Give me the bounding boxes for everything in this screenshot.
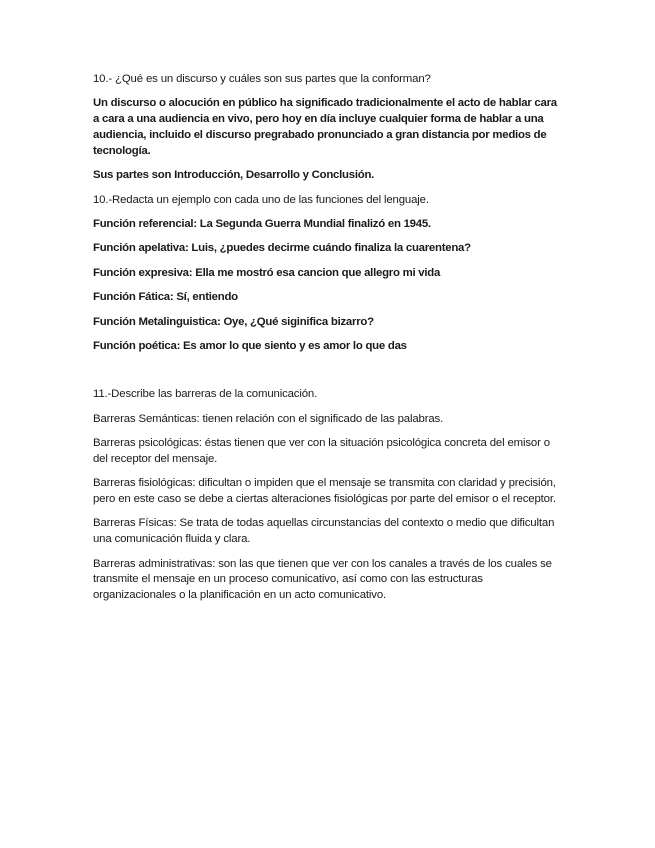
function-poetica: Función poética: Es amor lo que siento y es amor lo que das [93, 339, 407, 352]
function-metalinguistica: Función Metalinguistica: Oye, ¿Qué siginifica bizarro? [93, 315, 374, 328]
function-apelativa: Función apelativa: Luis, ¿puedes decirme cuándo finaliza la cuarentena? [93, 242, 471, 255]
barrier-fisiologicas: Barreras fisiológicas: dificultan o impiden que el mensaje se transmita con claridad y precisión, pero en este caso se debe a ciertas alteraciones fisiológicas por parte del emisor o el receptor. [93, 477, 556, 506]
question-10-answer: Un discurso o alocución en público ha significado tradicionalmente el acto de hablar cara a cara a una audiencia en vivo, pero hoy en día incluye cualquier forma de hablar a una audiencia, incluido el discurso pregrabado pronunciado a gran distancia por medios de tecnología. [93, 97, 557, 157]
question-10-parts: Sus partes son Introducción, Desarrollo y Conclusión. [93, 169, 375, 182]
barrier-psicologicas: Barreras psicológicas: éstas tienen que ver con la situación psicológica concreta del emisor o del receptor del mensaje. [93, 437, 550, 465]
question-10-title: 10.- ¿Qué es un discurso y cuáles son sus partes que la conforman? [93, 73, 431, 85]
function-referencial: Función referencial: La Segunda Guerra Mundial finalizó en 1945. [93, 217, 431, 230]
document-body [93, 72, 563, 613]
section-spacer [93, 363, 563, 387]
function-fatica: Función Fática: Sí, entiendo [93, 291, 238, 304]
question-10b-title: 10.-Redacta un ejemplo con cada uno de las funciones del lenguaje. [93, 193, 429, 206]
barrier-administrativas: Barreras administrativas: son las que tienen que ver con los canales a través de los cuales se transmite el mensaje en un proceso comunicativo, así como con las estructuras organizacionales o la planificación en un acto comunicativo. [93, 557, 552, 602]
function-expresiva: Función expresiva: Ella me mostró esa cancion que allegro mi vida [93, 266, 441, 279]
barrier-semanticas: Barreras Semánticas: tienen relación con el significado de las palabras. [93, 412, 444, 425]
question-11-title: 11.-Describe las barreras de la comunicación. [93, 388, 318, 401]
barrier-fisicas: Barreras Físicas: Se trata de todas aquellas circunstancias del contexto o medio que dificultan una comunicación fluida y clara. [93, 517, 555, 546]
